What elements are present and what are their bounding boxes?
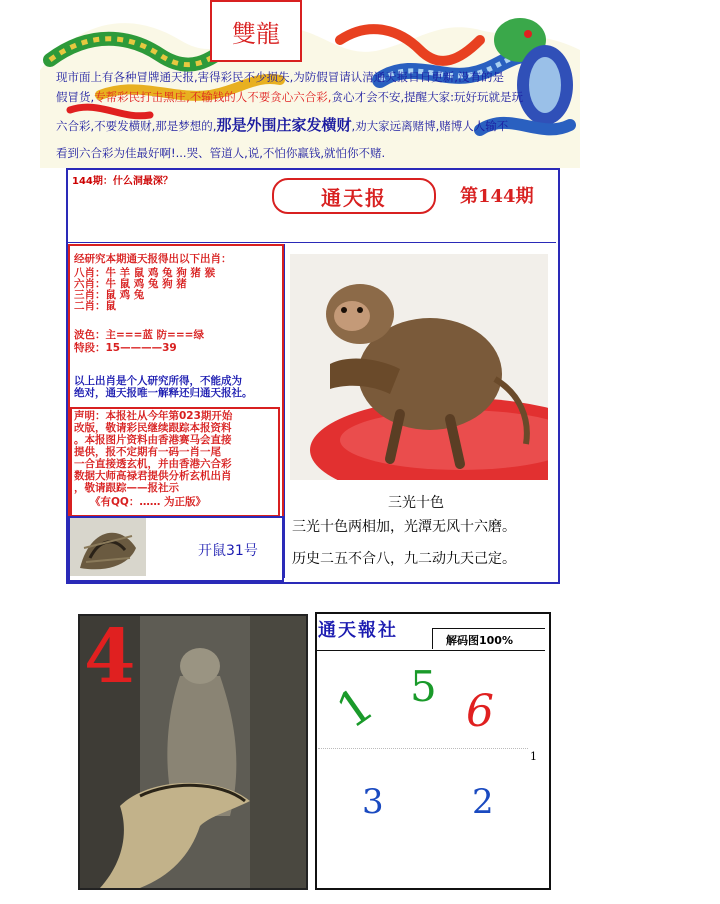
notice-line: 数据大师高禄君提供分析玄机出肖 xyxy=(74,470,232,482)
intro-line-3 xyxy=(56,115,508,136)
rat-hint-label: 开鼠31号 xyxy=(198,543,258,559)
poem-line: 三光十色两相加，光潭无风十六磨。 xyxy=(292,519,516,535)
decode-number: 5 xyxy=(410,662,437,711)
decode-number: 2 xyxy=(472,782,494,822)
intro-text-2b: 专帮彩民打击黑庄,不输钱的人不要贪心六合彩, xyxy=(94,90,332,104)
decode-divider xyxy=(317,650,545,651)
masthead-title: 通天报 xyxy=(321,185,387,210)
decode-rate: 解码图100% xyxy=(446,634,513,647)
decode-small-mark: 1 xyxy=(530,750,537,763)
poem-title: 三光十色 xyxy=(388,495,444,511)
logo-box xyxy=(210,0,302,62)
zodiac-row: 三肖：鼠 鸡 兔 xyxy=(74,289,145,301)
zodiac-row: 八肖：牛 羊 鼠 鸡 兔 狗 猪 猴 xyxy=(74,267,216,279)
poem-line: 历史二五不合八，九二动九天己定。 xyxy=(292,551,516,567)
notice-line: 声明：本报社从今年第023期开始 xyxy=(74,410,233,422)
dragon-thumbnail xyxy=(70,518,146,576)
intro-line-1 xyxy=(56,67,504,87)
issue-number: 第144期 xyxy=(460,186,534,207)
notice-line: 。本报图片资料由香港赛马会直接 xyxy=(74,434,232,446)
wave-color: 波色：主===蓝 防===绿 xyxy=(74,329,204,341)
decode-number: 6 xyxy=(466,686,494,737)
disclaimer-line: 绝对，通天报唯一解释还归通天报社。 xyxy=(74,387,253,399)
intro-line-2 xyxy=(56,87,523,107)
prediction-heading: 经研究本期通天报得出以下出肖： xyxy=(74,253,232,265)
intro-text-3c: ,劝大家远离赌博,赌博人人输不 xyxy=(351,119,509,133)
zodiac-row: 二肖：鼠 xyxy=(74,300,116,312)
decode-number: 1 xyxy=(326,676,384,740)
decode-panel xyxy=(315,612,551,890)
intro-text-4: 看到六合彩为佳最好啊!...哭、管道人,说,不怕你赢钱,就怕你不赌. xyxy=(56,146,386,160)
cobra-number: 4 xyxy=(84,614,136,700)
notice-line: 《有QQ：…… 为正版》 xyxy=(90,496,207,508)
zodiac-row: 六肖：牛 鼠 鸡 兔 狗 猪 xyxy=(74,278,187,290)
column-divider xyxy=(284,244,285,578)
logo-text: 雙龍 xyxy=(232,19,280,48)
intro-text-2c: 贪心才会不安,提醒大家:玩好玩就是玩 xyxy=(331,90,523,104)
intro-text-1: 现市面上有各种冒牌通天报,害得彩民不少损失,为防假冒请认清通天报日日更新,没有的是 xyxy=(56,70,504,84)
divider xyxy=(66,242,556,243)
disclaimer-line: 以上出肖是个人研究所得，不能成为 xyxy=(74,375,242,387)
intro-text-3b: 那是外围庄家发横财 xyxy=(216,116,352,134)
riddle-question: 144期：什么洞最深？ xyxy=(72,176,173,187)
intro-text-3a: 六合彩,不要发横财,那是梦想的, xyxy=(56,119,217,133)
monkey-photo xyxy=(290,254,548,480)
special-range: 特段：15————39 xyxy=(74,342,177,354)
intro-text-2a: 假冒货, xyxy=(56,90,95,104)
notice-line: ，敬请跟踪——报社示 xyxy=(74,482,179,494)
intro-line-4 xyxy=(56,143,385,163)
decode-number: 3 xyxy=(362,782,384,822)
notice-line: 提供，报不定期有一码一肖一尾 xyxy=(74,446,221,458)
notice-line: 改版，敬请彩民继续跟踪本报资料 xyxy=(74,422,232,434)
decode-title: 通天報社 xyxy=(318,620,398,641)
dotted-guide xyxy=(318,748,528,750)
notice-line: 一合直接透玄机，并由香港六合彩 xyxy=(74,458,232,470)
masthead xyxy=(272,178,436,214)
